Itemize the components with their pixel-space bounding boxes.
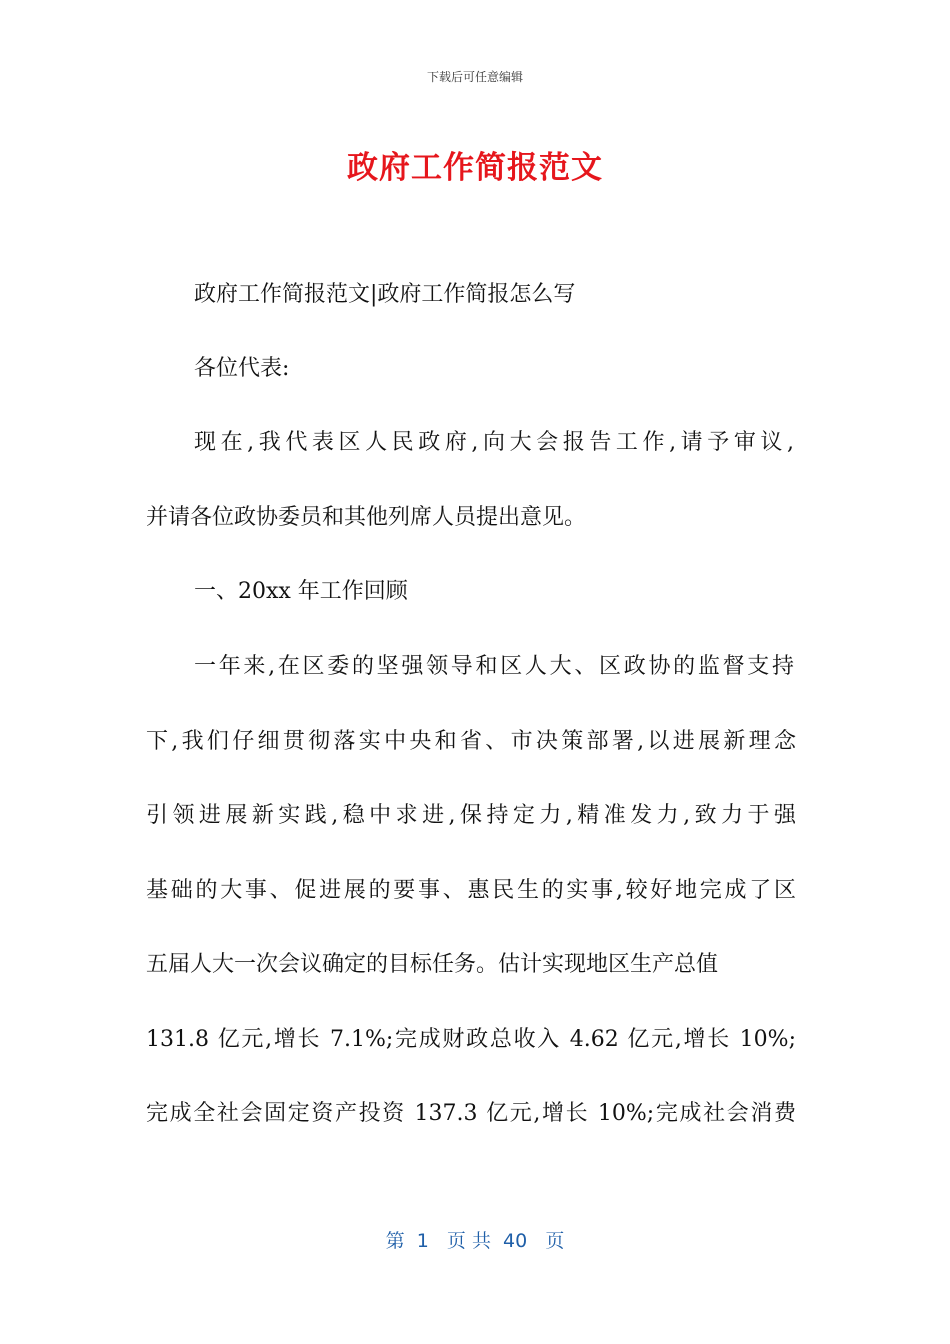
paragraph-line: 基础的大事、促进展的要事、惠民生的实事,较好地完成了区 — [146, 878, 796, 903]
paragraph-line: 完成全社会固定资产投资 137.3 亿元,增长 10%;完成社会消费 — [146, 1101, 796, 1126]
salutation-line: 各位代表: — [194, 356, 290, 381]
paragraph-line: 引领进展新实践,稳中求进,保持定力,精准发力,致力于强 — [146, 803, 796, 828]
paragraph-line: 131.8 亿元,增长 7.1%;完成财政总收入 4.62 亿元,增长 10%; — [146, 1027, 796, 1052]
subtitle-line: 政府工作简报范文|政府工作简报怎么写 — [194, 282, 576, 307]
document-title: 政府工作简报范文 — [347, 150, 603, 186]
paragraph-line: 现在,我代表区人民政府,向大会报告工作,请予审议, — [194, 430, 794, 455]
paragraph-line: 下,我们仔细贯彻落实中央和省、市决策部署,以进展新理念 — [146, 729, 796, 754]
paragraph-line: 五届人大一次会议确定的目标任务。估计实现地区生产总值 — [146, 952, 719, 977]
paragraph-line: 并请各位政协委员和其他列席人员提出意见。 — [146, 505, 587, 530]
header-note: 下载后可任意编辑 — [426, 70, 523, 84]
section-heading: 一、20xx 年工作回顾 — [194, 579, 408, 604]
paragraph-line: 一年来,在区委的坚强领导和区人大、区政协的监督支持 — [194, 654, 794, 679]
page-number-footer: 第 1 页 共 40 页 — [385, 1230, 565, 1252]
